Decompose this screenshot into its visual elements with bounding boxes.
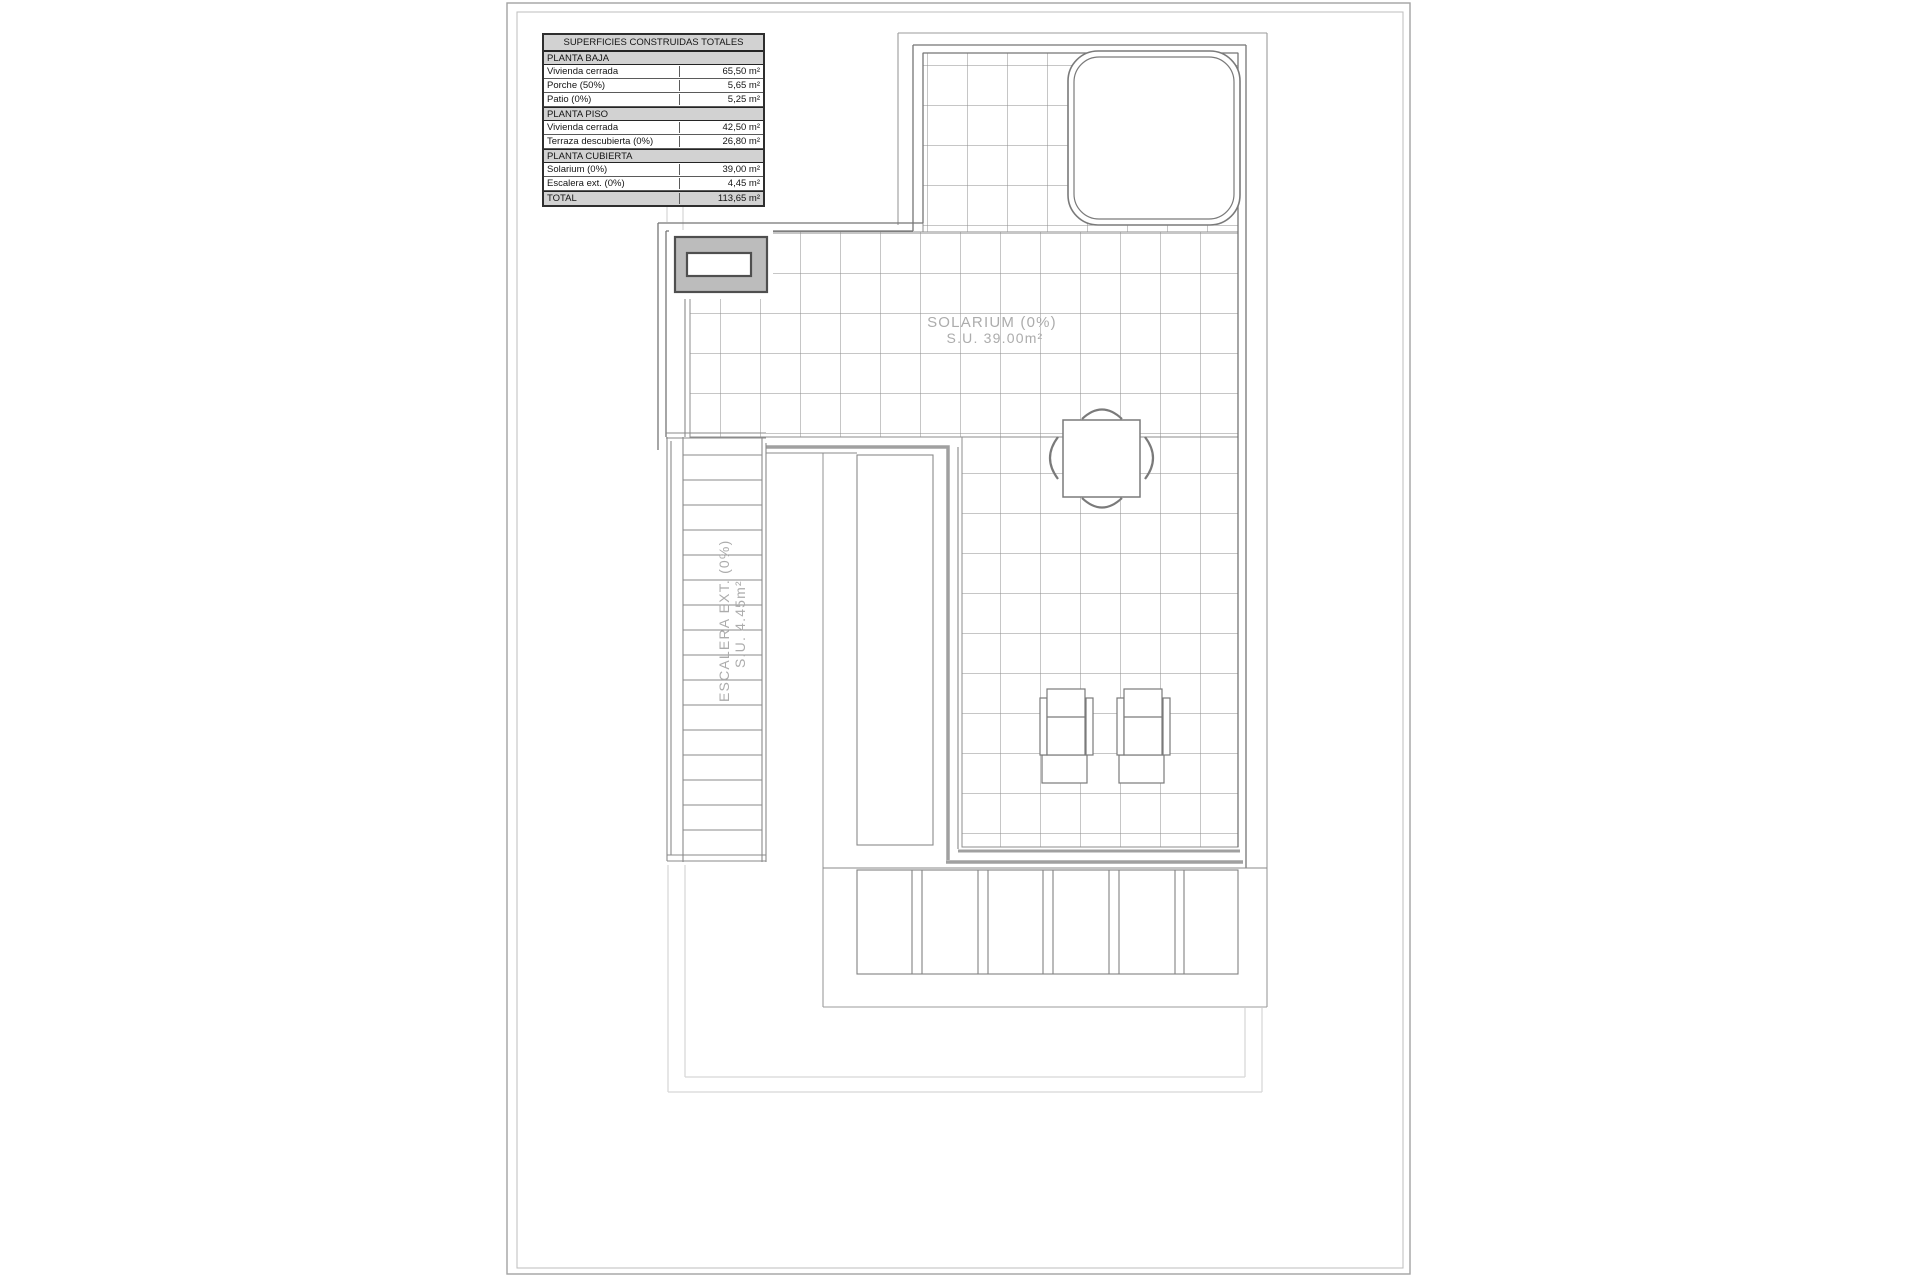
tile-grid-lower-section bbox=[962, 437, 1238, 847]
table-row-planta-baja: PLANTA BAJA bbox=[544, 51, 763, 65]
solarium-area-label: S.U. 39.00m² bbox=[946, 330, 1044, 346]
areas-table-header bbox=[544, 35, 763, 51]
table-row: Vivienda cerrada 65,50 m² bbox=[544, 65, 763, 79]
sun-lounger bbox=[1040, 689, 1093, 783]
table-row-total: TOTAL 113,65 m² bbox=[544, 191, 763, 205]
chimney-flue bbox=[687, 253, 751, 276]
table-row-planta-cubierta: PLANTA CUBIERTA bbox=[544, 149, 763, 163]
table-row: Vivienda cerrada 42,50 m² bbox=[544, 121, 763, 135]
table-row-planta-piso: PLANTA PISO bbox=[544, 107, 763, 121]
table-row: Escalera ext. (0%) 4,45 m² bbox=[544, 177, 763, 191]
pergola bbox=[857, 870, 1238, 974]
patio-table bbox=[1063, 420, 1140, 497]
areas-table bbox=[542, 33, 765, 207]
solarium-label: SOLARIUM (0%) bbox=[927, 314, 1057, 331]
jacuzzi bbox=[1068, 51, 1240, 225]
patio-table-set bbox=[1050, 410, 1153, 508]
areas-table-title: SUPERFICIES CONSTRUIDAS TOTALES bbox=[563, 37, 744, 48]
sun-lounger bbox=[1117, 689, 1170, 783]
table-row: Solarium (0%) 39,00 m² bbox=[544, 163, 763, 177]
stairs-label: ESCALERA EXT. (0%) bbox=[716, 539, 732, 702]
stairs-area-label: S.U. 4.45m² bbox=[732, 580, 748, 668]
table-row: Porche (50%) 5,65 m² bbox=[544, 79, 763, 93]
table-row: Terraza descubierta (0%) 26,80 m² bbox=[544, 135, 763, 149]
pergola-beams bbox=[912, 870, 1184, 974]
chimney bbox=[669, 230, 773, 299]
table-row: Patio (0%) 5,25 m² bbox=[544, 93, 763, 107]
